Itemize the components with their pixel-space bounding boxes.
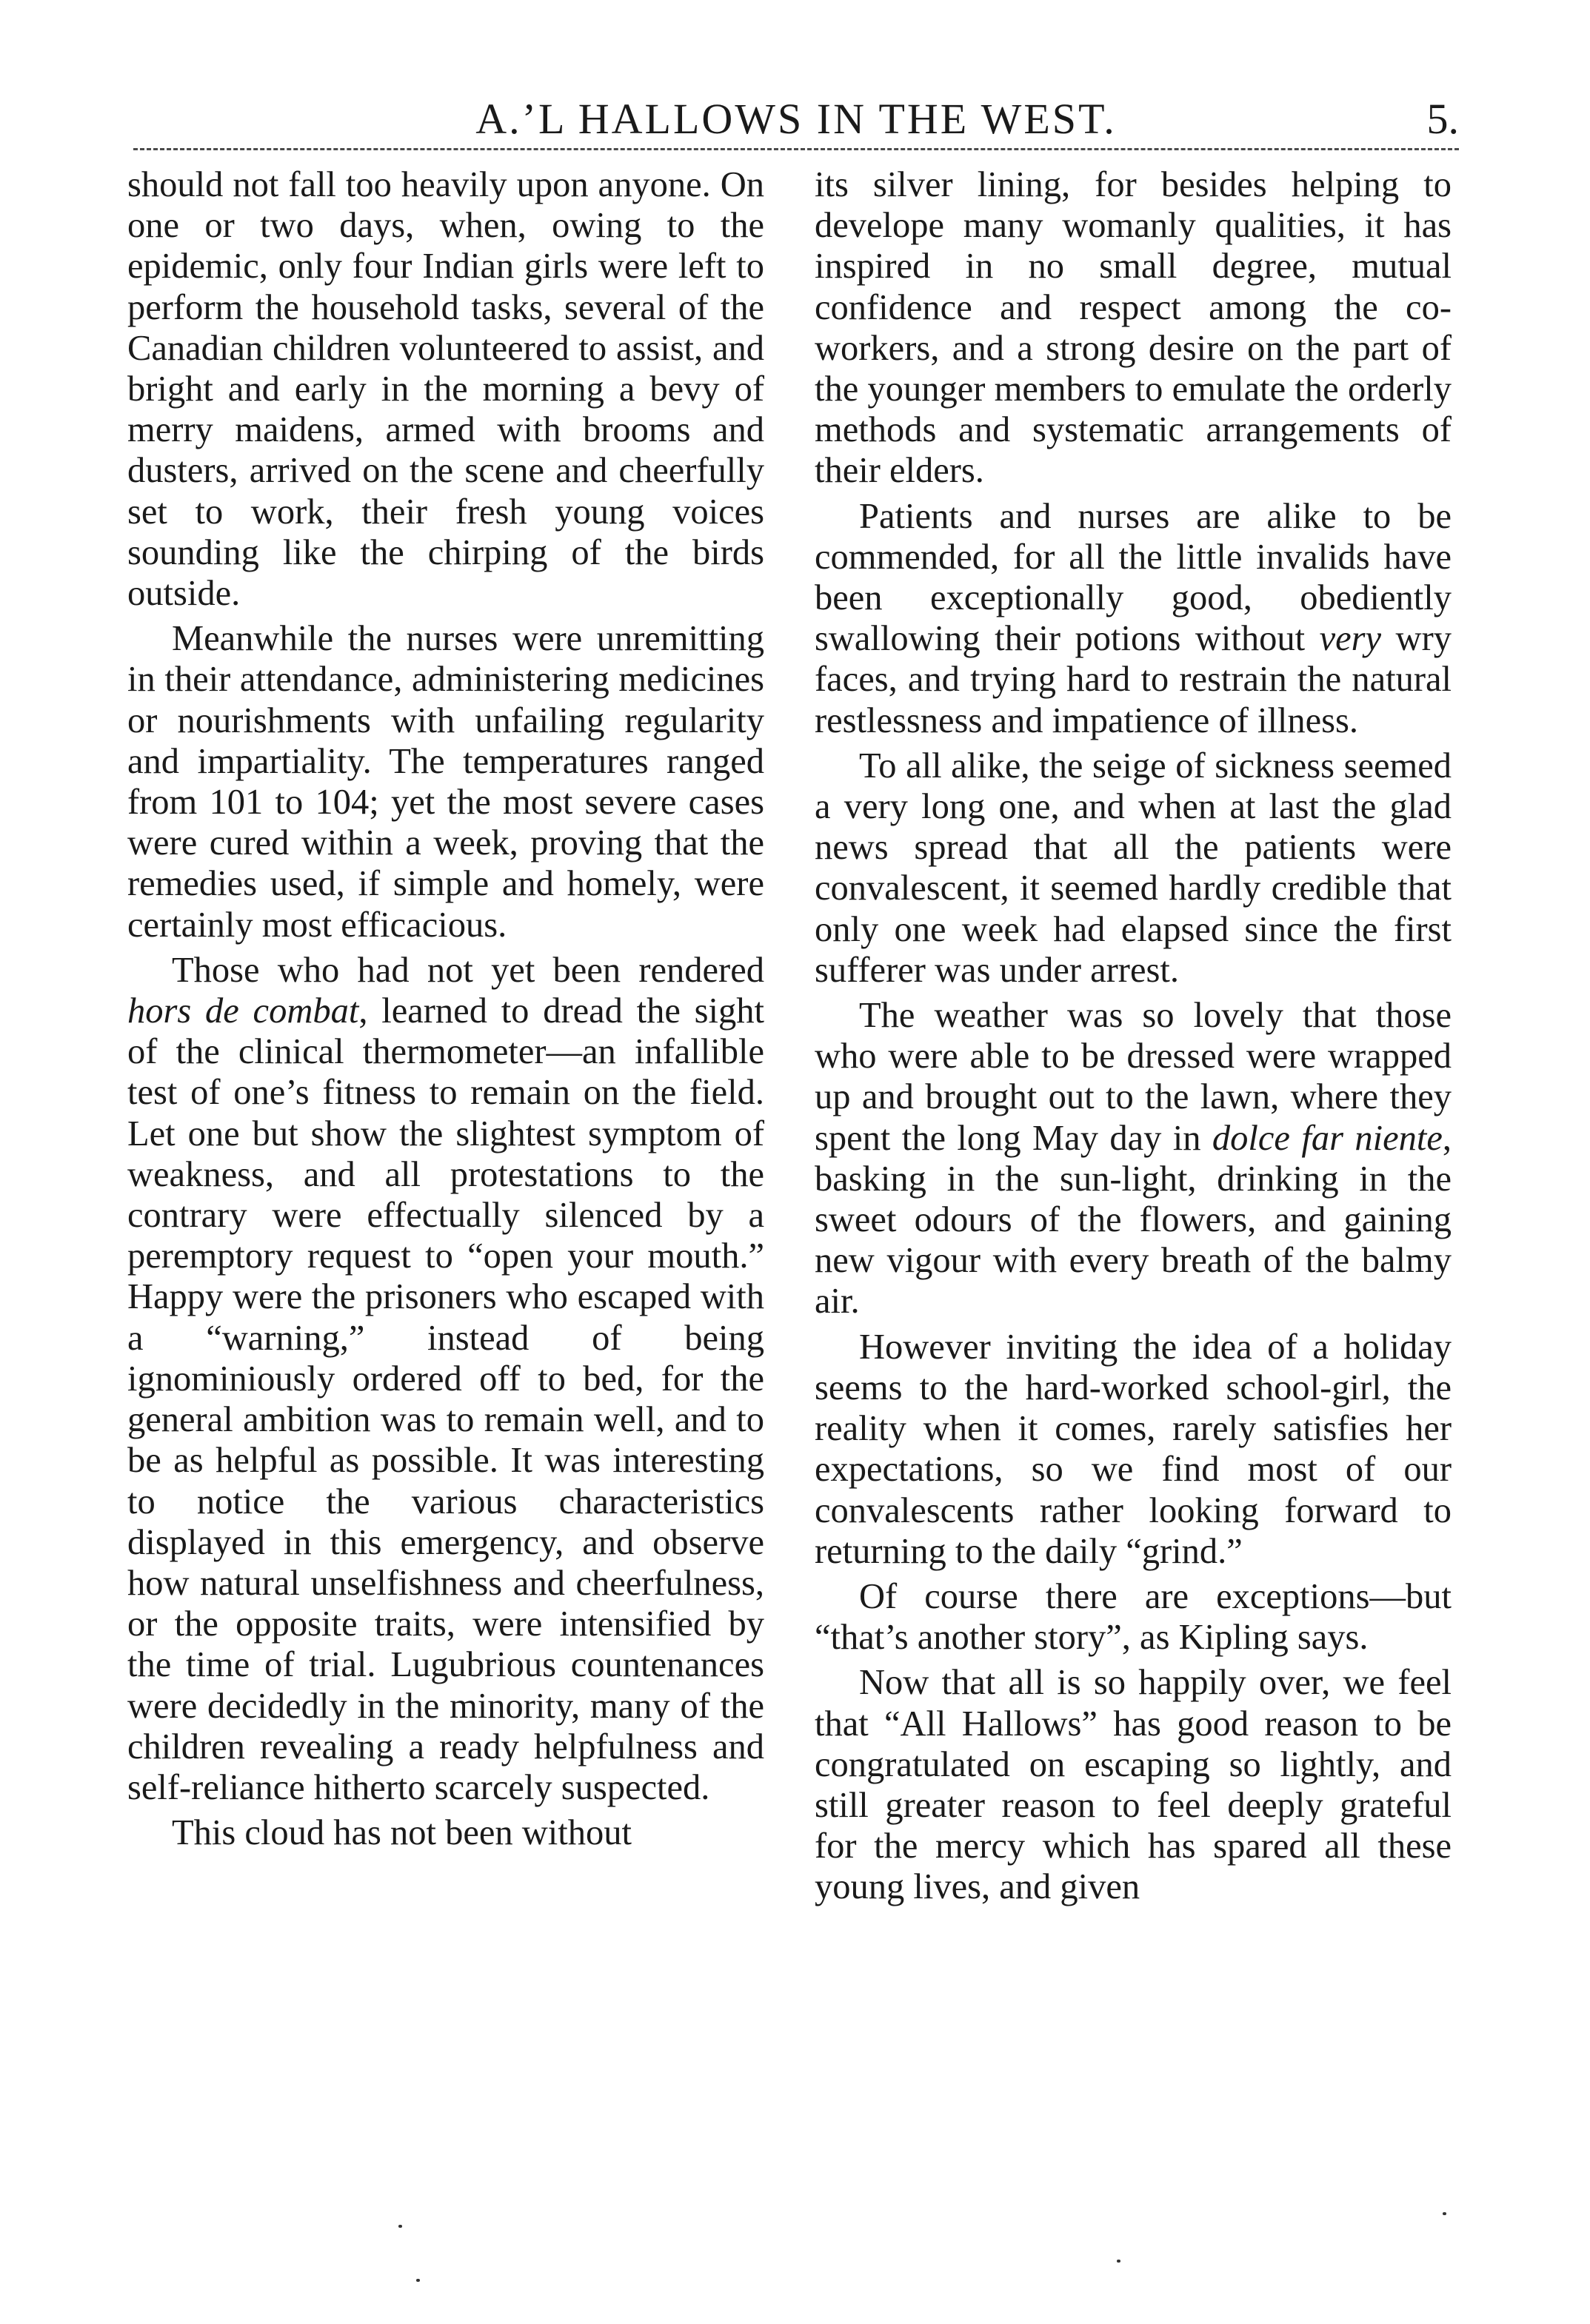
paragraph-text: Those who had not yet been rendered <box>172 950 764 990</box>
print-speck <box>416 2279 420 2282</box>
header-rule <box>133 148 1459 150</box>
paragraph <box>815 496 1452 741</box>
italic-phrase: dolce far niente <box>1212 1118 1443 1158</box>
paragraph: However inviting the idea of a holiday seems to the hard-worked school-girl, the reality when it comes, rarely satisfies her expectations, so we find most of our convalescents rather looking forward to returning to the daily “grind.” <box>815 1327 1452 1571</box>
paragraph: This cloud has not been without <box>172 1813 632 1853</box>
paragraph: should not fall too heavily upon anyone. On one or two days, when, owing to the epidemic, only four Indian girls were left to perform the household tasks, several of the Canadian children volunteered to assist, and bright and early in the morning a bevy of merry maidens, armed with brooms and dusters, arrived on the scene and cheerfully set to work, their fresh young voices sounding like the chirping of the birds outside. <box>127 165 764 614</box>
paragraph <box>815 995 1452 1322</box>
italic-phrase: very <box>1319 619 1382 659</box>
italic-phrase: hors de combat <box>127 991 359 1031</box>
paragraph <box>127 950 764 1808</box>
paragraph-text: The weather was so lovely that those who were able to be dressed were wrapped up and brought out to the lawn, where they spent the long May day in <box>815 996 1452 1158</box>
paragraph: To all alike, the seige of sickness seemed a very long one, and when at last the glad news spread that all the patients were convalescent, it seemed hardly credible that only one week had elapsed since the first sufferer was under arrest. <box>815 746 1452 990</box>
running-title: A.’L HALLOWS IN THE WEST. <box>475 95 1117 143</box>
paragraph: Meanwhile the nurses were unremitting in their attendance, administering medicines or nourishments with unfailing regularity and impartiality. The temperatures ranged from 101 to 104; yet the most severe cases were cured within a week, proving that the remedies used, if simple and homely, were certainly most efficacious. <box>127 619 764 945</box>
page-number: 5. <box>1426 95 1459 143</box>
print-speck <box>1117 2260 1120 2263</box>
paragraph-text: Patients and nurses are alike to be commended, for all the little invalids have been exceptionally good, obediently swallowing their potions without <box>815 496 1452 659</box>
paragraph: Now that all is so happily over, we feel that “All Hallows” has good reason to be congratulated on escaping so lightly, and still greater reason to feel deeply grateful for the mercy which has spared all these young lives, and given <box>815 1663 1452 1907</box>
paragraph-text: , basking in the sun-light, drinking in the sweet odours of the flowers, and gaining new vigour with every breath of the balmy air. <box>815 1118 1452 1322</box>
paragraph: its silver lining, for besides helping to develope many womanly qualities, it has inspired in no small degree, mutual confidence and respect among the co-workers, and a strong desire on the part of the younger members to emulate the orderly methods and systematic arrangements of their elders. <box>815 165 1452 491</box>
right-column <box>815 164 1452 1912</box>
paragraph-text: wry faces, and trying hard to restrain the natural restlessness and impatience of illness. <box>815 619 1452 740</box>
paragraph: Of course there are exceptions—but “that’s another story”, as Kipling says. <box>815 1576 1452 1658</box>
page-header <box>133 93 1459 145</box>
paragraph-text: , learned to dread the sight of the clinical thermometer—an infallible test of one’s fitness to remain on the field. Let one but show the slightest symptom of weakness, and all protestations to the contrary were effectually silenced by a peremptory request to “open your mouth.” Happy were the prisoners who escaped with a “warning,” instead of being ignominiously ordered off to bed, for the general ambition was to remain well, and to be as helpful as possible. It was interesting to notice the various characteristics displayed in this emergency, and observe how natural unselfishness and cheerfulness, or the opposite traits, were intensified by the time of trial. Lugubrious countenances were decidedly in the minority, many of the children revealing a ready helpfulness and self-reliance hitherto scarcely suspected. <box>127 991 764 1807</box>
print-speck <box>1443 2212 1446 2215</box>
print-speck <box>398 2225 402 2228</box>
left-column <box>127 164 764 1858</box>
